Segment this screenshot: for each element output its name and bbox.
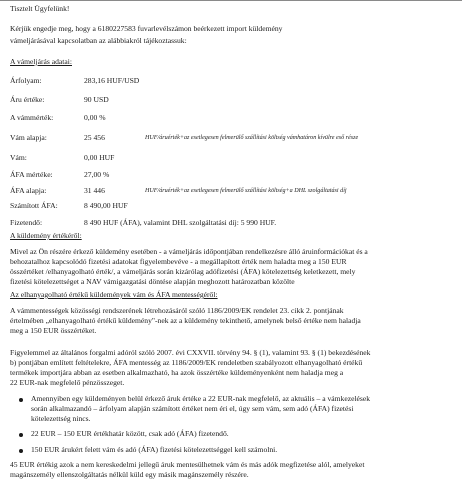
bullet-1-line-3: kötelezettség nincs. <box>31 414 91 423</box>
bullet-1-line-2: során alkalmazandó – árfolyam alapján számított értéket nem éri el, úgy sem vám, sem adó (ÁFA) fizetési <box>31 404 354 413</box>
exemption-heading: Az elhanyagolható értékű küldemények vám és ÁFA mentességéről: <box>10 290 218 299</box>
final-para-line-2: magánszemély ellenszolgáltatás nélkül küld egy másik magánszemély részére. <box>10 470 249 479</box>
row-value-duty-base: 25 456 <box>84 133 105 142</box>
final-para-line-1: 45 EUR értékig azok a nem kereskedelmi jellegű áruk mentesülhetnek vám és más adók megfizetése alól, amelyeket <box>10 460 365 469</box>
row-value-duty: 0,00 HUF <box>84 153 115 162</box>
value-para-line-3: összértéket /elhanyagolható érték/, a vámeljárás során kizárólag adófizetési (ÁFA) kötelezettség keletkezett, mely <box>10 267 356 276</box>
row-label-vat-base: ÁFA alapja: <box>10 186 47 195</box>
row-label-duty-rate: A vámmérték: <box>10 113 54 122</box>
top-border-line <box>0 0 462 1</box>
bullet-dot <box>19 433 23 437</box>
row-label-calculated-vat: Számított ÁFA: <box>10 201 58 210</box>
value-para-line-1: Mivel az Ön részére érkező küldemény esetében - a vámeljárás időpontjában rendelkezésre álló áruinformációkat és a <box>10 247 368 256</box>
value-heading: A küldemény értékéről: <box>10 231 82 240</box>
row-label-duty-base: Vám alapja: <box>10 133 47 142</box>
intro-line-2: vámeljárásával kapcsolatban az alábbiakról tájékoztassuk: <box>10 36 187 45</box>
row-label-exchange-rate: Árfolyam: <box>10 76 42 85</box>
row-note-duty-base: HUF/áruérték+az esetlegesen felmerülő szállítási költség vámhatáron kívülre eső része <box>145 135 359 141</box>
customs-data-heading: A vámeljárás adatai: <box>10 57 72 66</box>
row-label-payable: Fizetendő: <box>10 218 43 227</box>
value-para-line-4: fizetési kötelezettséget a NAV vámigazgatási döntése alapján meghozott határozatban közölte <box>10 277 295 286</box>
row-value-vat-rate: 27,00 % <box>84 170 110 179</box>
vat-para-line-1: Figyelemmel az általános forgalmi adóról szóló 2007. évi CXXVII. törvény 94. § (1), valamint 93. § (1) bekezdésének <box>10 348 371 357</box>
row-value-calculated-vat: 8 490,00 HUF <box>84 201 128 210</box>
row-note-vat-base: HUF/áruérték+az esetlegesen felmerülő szállítási költség+a DHL szolgáltatási díj <box>145 188 347 194</box>
bullet-3-line-1: 150 EUR árukért felett vám és adó (ÁFA) fizetési kötelezettséggel kell számolni. <box>31 445 278 454</box>
row-value-exchange-rate: 283,16 HUF/USD <box>84 76 140 85</box>
exemption-para-line-3: meg a 150 EUR összértéket. <box>10 326 97 335</box>
bullet-dot <box>19 398 23 402</box>
bullet-2-line-1: 22 EUR – 150 EUR értékhatár között, csak adó (ÁFA) fizetendő. <box>31 429 229 438</box>
exemption-para-line-2: értelmében „elhanyagolható értékű küldemény"-nek az a küldemény tekinthető, amelynek belső értéke nem haladja <box>10 316 361 325</box>
exemption-para-line-1: A vámmentességek közösségi rendszerének létrehozásáról szóló 1186/2009/EK rendelet 23. cikk 2. pontjának <box>10 306 344 315</box>
row-value-duty-rate: 0,00 % <box>84 113 106 122</box>
row-label-goods-value: Áru értéke: <box>10 95 45 104</box>
row-value-vat-base: 31 446 <box>84 186 105 195</box>
value-para-line-2: behozatalhoz kapcsolódó fizetési adatokat figyelembevéve - a megállapított érték nem haladta meg a 150 EUR <box>10 257 347 266</box>
intro-line-1: Kérjük engedje meg, hogy a 6180227583 fuvarlevélszámon beérkezett import küldemény <box>10 24 283 33</box>
row-label-vat-rate: ÁFA mértéke: <box>10 170 53 179</box>
greeting: Tisztelt Ügyfelünk! <box>10 4 70 13</box>
vat-para-line-4: 22 EUR-nak megfelelő pénzösszeget. <box>10 378 125 387</box>
bullet-dot <box>19 449 23 453</box>
vat-para-line-2: b) pontjában említett feltételekre, ÁFA mentesség az 1186/2009/EK rendeletben szabályozott elhanyagolható értékű <box>10 358 363 367</box>
vat-para-line-3: termékek importjára abban az esetben alkalmazható, ha azok összértéke küldeményenként nem haladja meg a <box>10 368 344 377</box>
row-label-duty: Vám: <box>10 153 27 162</box>
row-value-payable: 8 490 HUF (ÁFA), valamint DHL szolgáltatási díj: 5 990 HUF. <box>84 218 277 227</box>
row-value-goods-value: 90 USD <box>84 95 109 104</box>
bullet-1-line-1: Amennyiben egy küldeményen belül érkező áruk értéke a 22 EUR-nak megfelelő, az aktuális – a vámkezelések <box>31 394 371 403</box>
